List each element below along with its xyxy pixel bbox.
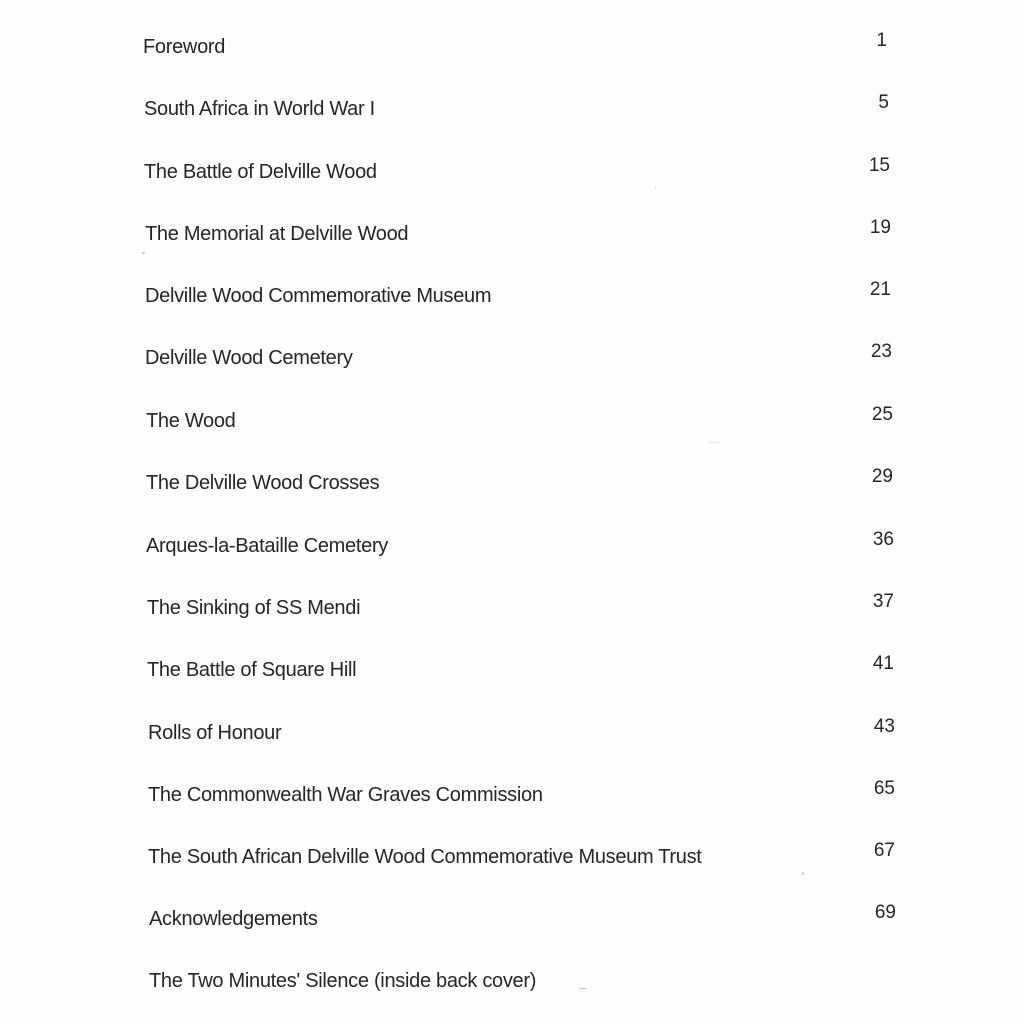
toc-entry-rolls-of-honour (148, 717, 895, 749)
toc-entry-title: Delville Wood Commemorative Museum (145, 285, 492, 307)
toc-entry-title: South Africa in World War I (144, 98, 375, 120)
toc-entry-page-number: 67 (873, 840, 895, 861)
toc-entry-page-number: 37 (872, 591, 894, 612)
toc-entry-title: Acknowledgements (149, 908, 318, 930)
toc-entry-title: The Wood (146, 410, 236, 432)
toc-entry-page-number: 21 (869, 279, 891, 300)
toc-entry-battle-of-square-hill (147, 654, 894, 686)
toc-entry-title: The Memorial at Delville Wood (145, 223, 409, 245)
toc-entry-page-number: 19 (869, 217, 891, 238)
toc-entry-title: Rolls of Honour (148, 722, 282, 744)
toc-entry-title: Foreword (143, 36, 226, 58)
toc-entry-commonwealth-war-graves-commission (148, 779, 895, 811)
toc-entry-title: Delville Wood Cemetery (145, 347, 353, 369)
toc-entry-two-minutes-silence (149, 965, 896, 997)
toc-entry-title: The Two Minutes' Silence (inside back cover) (149, 970, 537, 992)
toc-entry-delville-wood-crosses (146, 467, 893, 499)
toc-entry-title: The Battle of Square Hill (147, 659, 357, 681)
toc-entry-arques-la-bataille-cemetery (146, 530, 894, 562)
toc-entry-page-number: 65 (873, 778, 895, 799)
toc-entry-sinking-of-ss-mendi (147, 592, 894, 624)
toc-entry-memorial-at-delville-wood (145, 218, 891, 250)
scan-speck (142, 252, 145, 254)
toc-entry-page-number: 15 (868, 155, 890, 176)
toc-entry-title: Arques-la-Bataille Cemetery (146, 535, 388, 557)
scan-speck (579, 988, 587, 989)
toc-entry-page-number: 1 (876, 30, 887, 51)
toc-entry-page-number: 69 (874, 902, 896, 923)
toc-entry-page-number: 41 (872, 653, 894, 674)
toc-entry-page-number: 25 (871, 404, 893, 425)
toc-entry-title: The South African Delville Wood Commemorative Museum Trust (148, 846, 702, 868)
toc-entry-commemorative-museum (145, 280, 891, 312)
toc-entry-title: The Sinking of SS Mendi (147, 597, 361, 619)
toc-entry-the-wood (146, 405, 893, 437)
toc-entry-page-number: 5 (878, 92, 889, 113)
scan-speck (802, 872, 804, 875)
scan-speck (655, 186, 656, 189)
toc-entry-acknowledgements (149, 903, 896, 935)
toc-entry-page-number: 43 (873, 716, 895, 737)
toc-entry-foreword (143, 31, 887, 63)
toc-entry-title: The Commonwealth War Graves Commission (148, 784, 543, 806)
toc-entry-south-africa-in-world-war-i (144, 93, 889, 125)
scan-speck (708, 442, 722, 443)
toc-entry-title: The Delville Wood Crosses (146, 472, 380, 494)
toc-entry-delville-wood-cemetery (145, 342, 892, 374)
toc-entry-title: The Battle of Delville Wood (144, 161, 377, 183)
toc-entry-museum-trust (148, 841, 895, 873)
toc-entry-battle-of-delville-wood (144, 156, 890, 188)
toc-entry-page-number: 36 (872, 529, 894, 550)
toc-entry-page-number: 23 (870, 341, 892, 362)
toc-entry-page-number: 29 (871, 466, 893, 487)
